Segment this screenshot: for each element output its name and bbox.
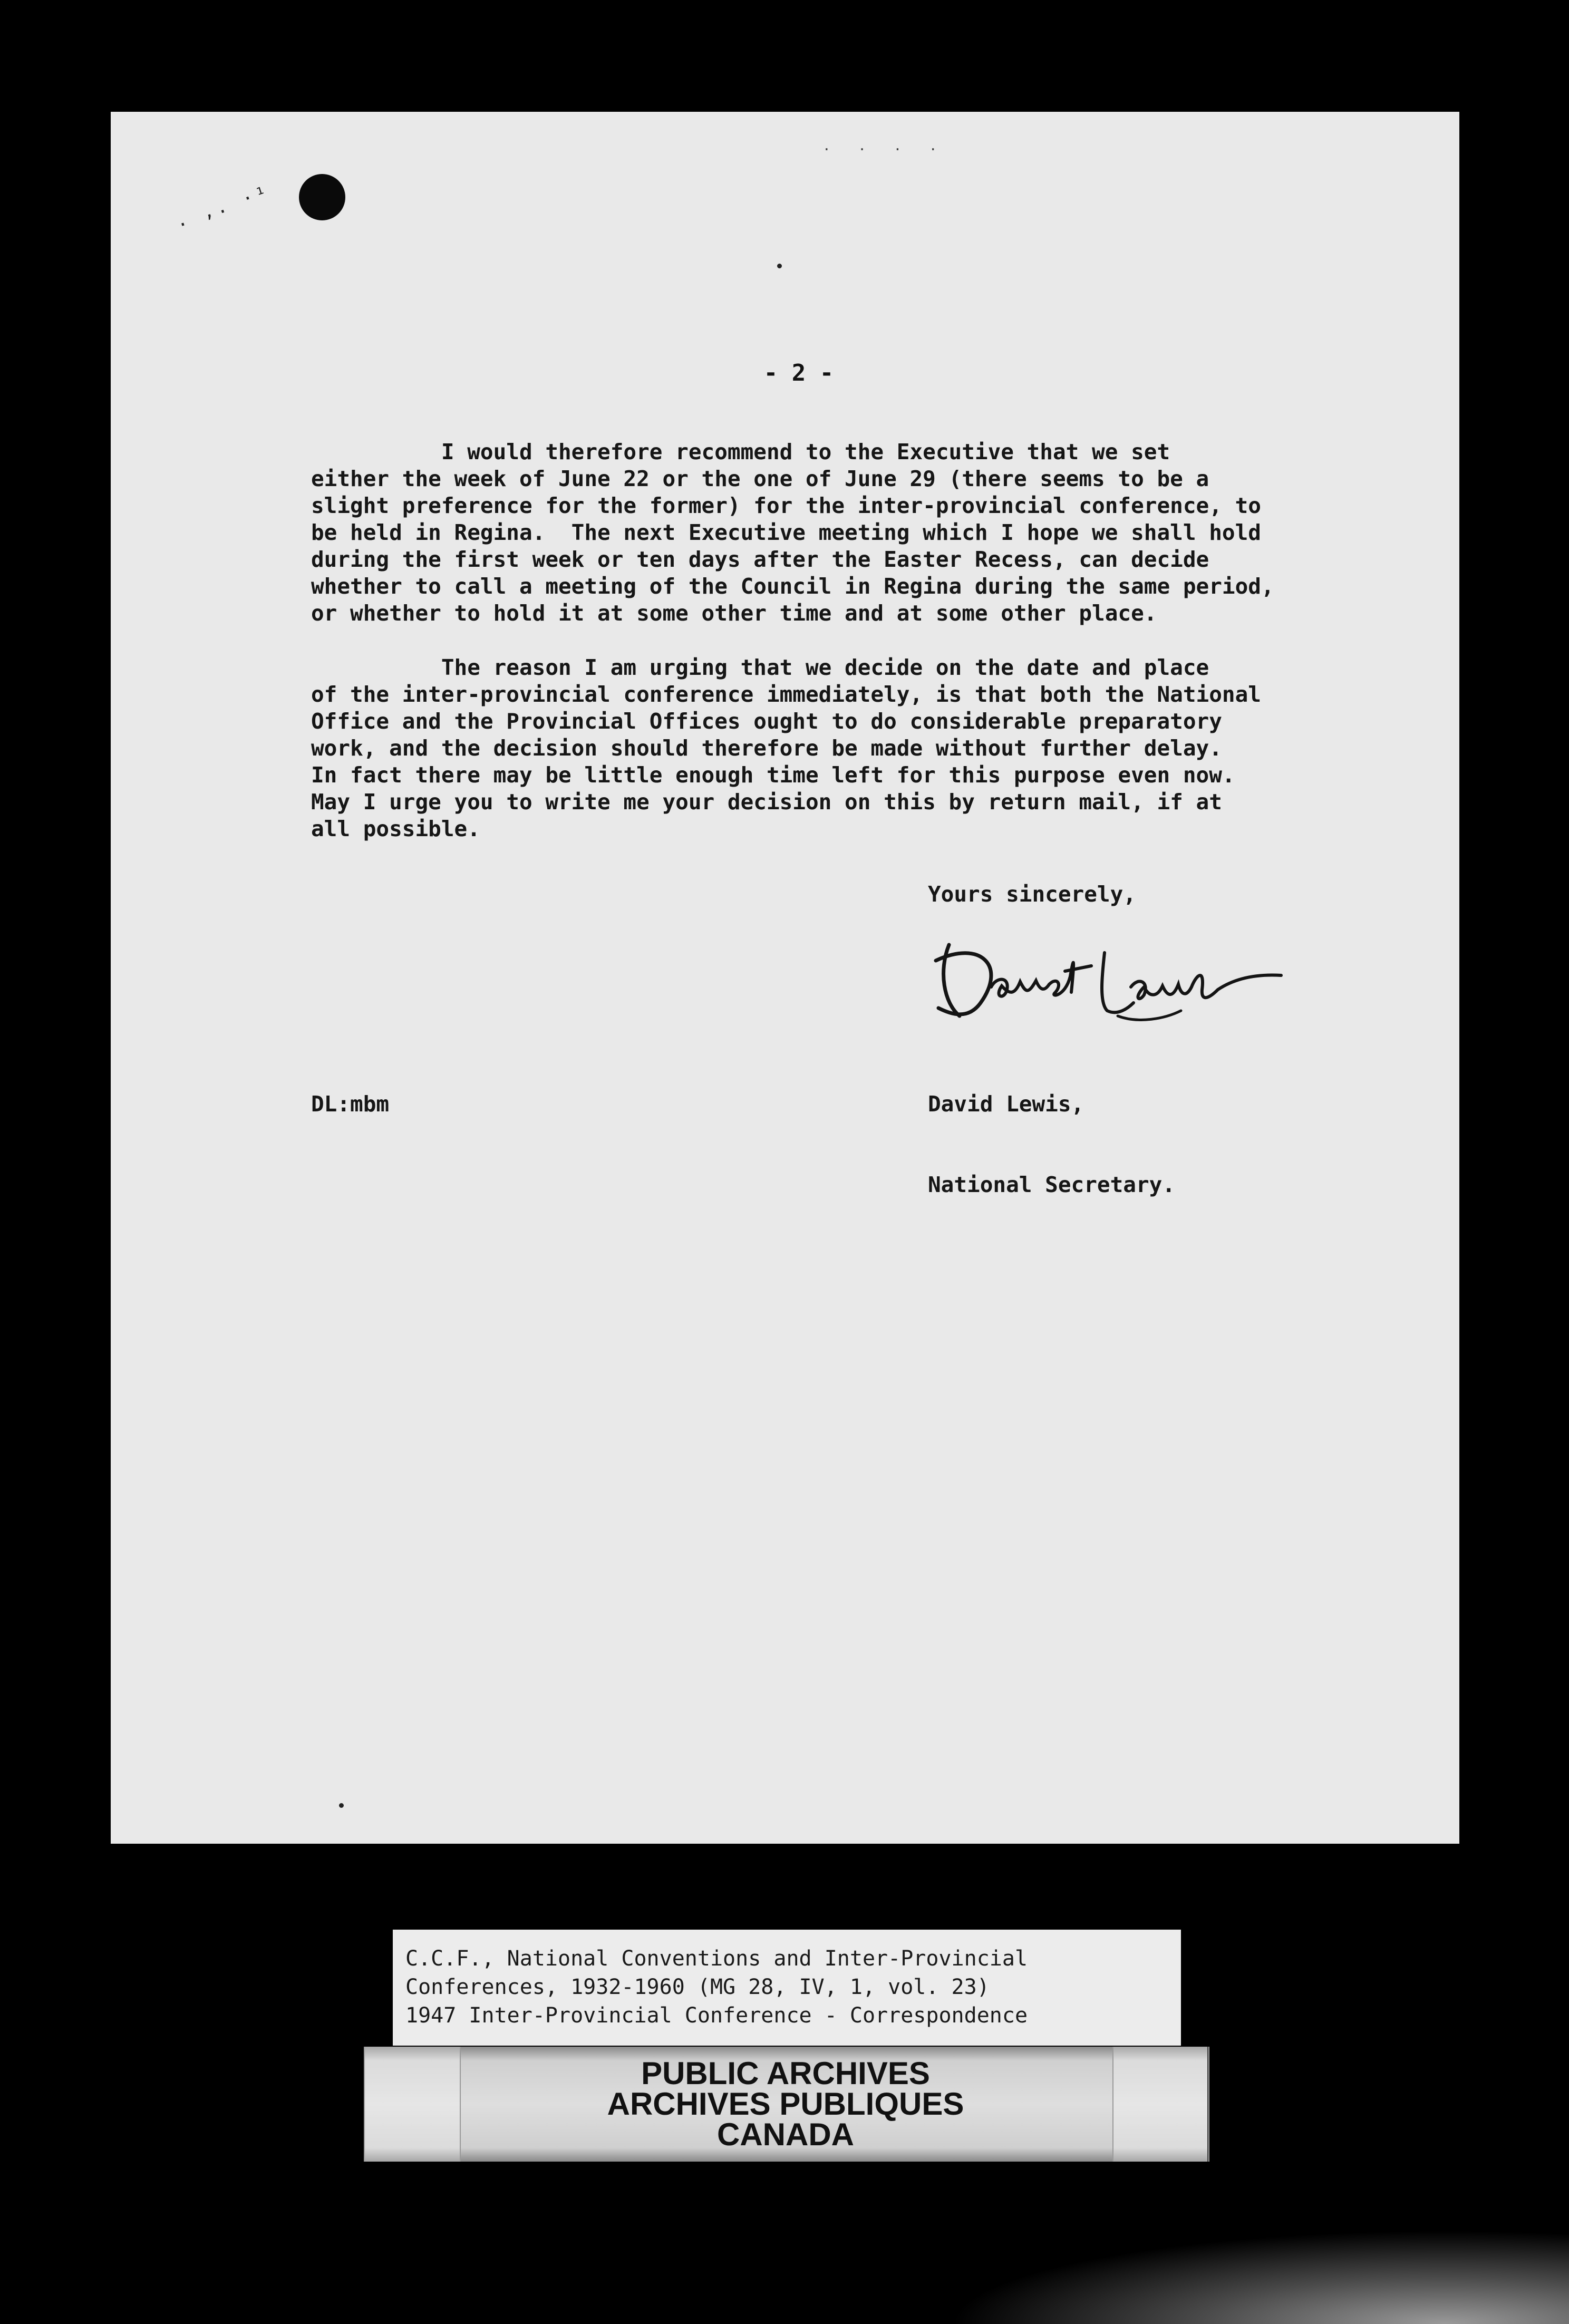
stamp-line: PUBLIC ARCHIVES [641,2056,930,2091]
text-line: May I urge you to write me your decision on this by return mail, if at [311,789,1222,815]
paragraph [311,439,1381,627]
text-line: In fact there may be little enough time left for this purpose even now. [311,762,1235,788]
handwritten-signature [917,924,1286,1029]
stamp-line: CANADA [717,2117,854,2152]
punch-hole [299,174,345,220]
letter-body [311,439,1381,843]
signer-title: National Secretary. [928,1172,1175,1197]
scan-marks: . . . . [822,138,947,154]
stamp-text [364,2047,1207,2150]
text-line: Office and the Provincial Offices ought to do considerable preparatory [311,709,1222,734]
paragraph-gap [311,627,1381,654]
text-line: I would therefore recommend to the Executive that we set [311,439,1170,464]
stamp-line: ARCHIVES PUBLIQUES [607,2086,964,2122]
text-line: during the first week or ten days after the Easter Recess, can decide [311,547,1209,572]
text-line: or whether to hold it at some other time and at some other place. [311,601,1157,626]
scan-glare [949,2230,1569,2324]
scan-dot [777,264,782,268]
text-line: either the week of June 22 or the one of June 29 (there seems to be a [311,466,1209,491]
archive-stamp [364,2047,1207,2162]
text-line: work, and the decision should therefore be made without further delay. [311,735,1222,761]
letter-page [111,112,1459,1844]
catalog-line: C.C.F., National Conventions and Inter-Provincial [405,1947,1028,1971]
page-number: - 2 - [763,360,834,386]
text-line: all possible. [311,816,480,841]
text-line: whether to call a meeting of the Council in Regina during the same period, [311,574,1274,599]
typist-initials: DL:mbm [311,1091,390,1117]
text-line: of the inter-provincial conference immediately, is that both the National [311,682,1261,707]
scan-dot [339,1803,344,1808]
catalog-line: Conferences, 1932-1960 (MG 28, IV, 1, vol. 23) [405,1975,990,1999]
scan-specks: . ,. ·¹ [173,181,273,232]
signer-name: David Lewis, [928,1091,1084,1117]
text-line: slight preference for the former) for the inter-provincial conference, to [311,493,1261,518]
text-line: The reason I am urging that we decide on the date and place [311,655,1209,680]
closing: Yours sincerely, [928,882,1136,907]
catalog-label [393,1930,1181,2046]
paragraph [311,654,1381,843]
text-line: be held in Regina. The next Executive meeting which I hope we shall hold [311,520,1261,545]
signature-block [928,1037,1175,1252]
catalog-line: 1947 Inter-Provincial Conference - Correspondence [405,2003,1028,2028]
